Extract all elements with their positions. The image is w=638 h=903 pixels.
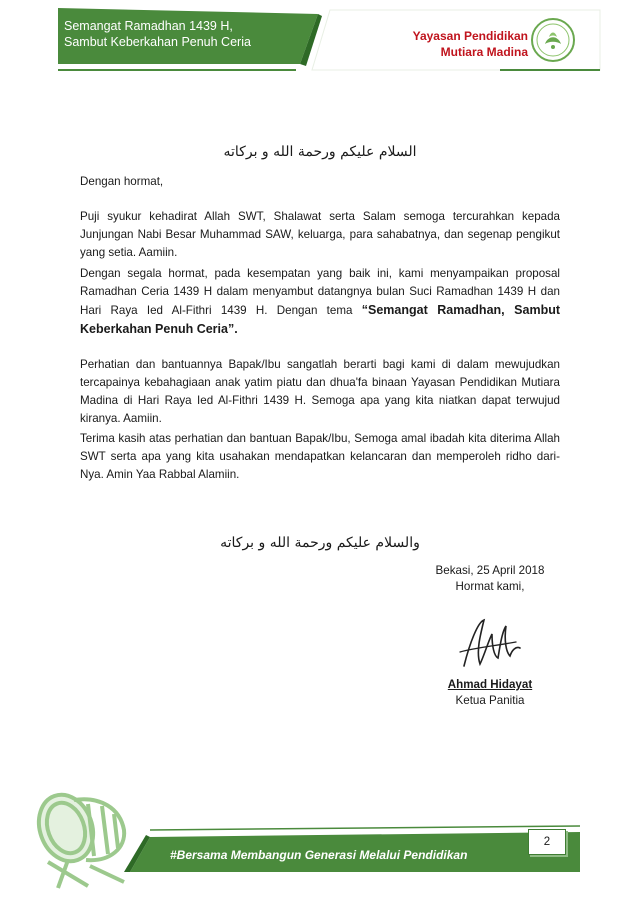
event-theme: “Semangat Ramadhan, Sambut Keberkahan Penuh Ceria”. bbox=[80, 303, 560, 336]
signatory-name: Ahmad Hidayat bbox=[447, 678, 533, 691]
paragraph-proposal-text: Dengan segala hormat, pada kesempatan yang baik ini, kami menyampaikan proposal Ramadhan Ceria 1439 H dalam menyambut datangnya bulan Suci Ramadhan 1439 H dan Hari Raya Ied Al-Fithri 1439 H. Dengan tema bbox=[80, 267, 560, 317]
organization-name bbox=[358, 28, 528, 60]
paragraph-praise: Puji syukur kehadirat Allah SWT, Shalawat serta Salam semoga tercurahkan kepada Junjungan Nabi Besar Muhammad SAW, keluarga, para sahabatnya, dan segenap pengikut yang setia. Aamiin. bbox=[80, 210, 560, 259]
greeting: Dengan hormat, bbox=[80, 175, 164, 188]
header-tagline-line1: Semangat Ramadhan 1439 H, bbox=[64, 19, 233, 33]
place-date: Bekasi, 25 April 2018 bbox=[435, 564, 545, 577]
handwritten-signature bbox=[450, 612, 530, 672]
paragraph-support: Perhatian dan bantuannya Bapak/Ibu sangatlah berarti bagi kami di dalam mewujudkan tercapainya kebahagiaan anak yatim piatu dan dhua'fa binaan Yayasan Pendidikan Mutiara Madina di Hari Raya Ied Al-Fithri 1439 H. Semoga apa yang kita niatkan dapat terwujud kiranya. Aamiin. bbox=[80, 358, 560, 425]
opening-salam: السلام عليكم ورحمة الله و بركاته bbox=[223, 144, 417, 160]
organization-name-line1: Yayasan Pendidikan bbox=[412, 29, 528, 43]
bedug-drum-icon bbox=[28, 782, 148, 892]
closing-salam: والسلام عليكم ورحمة الله و بركاته bbox=[220, 535, 420, 551]
foundation-logo-icon bbox=[530, 17, 576, 63]
organization-name-line2: Mutiara Madina bbox=[440, 45, 528, 59]
closing-phrase: Hormat kami, bbox=[455, 580, 525, 593]
page-number: 2 bbox=[528, 829, 566, 855]
paragraph-thanks: Terima kasih atas perhatian dan bantuan Bapak/Ibu, Semoga amal ibadah kita diterima Allah SWT serta apa yang kita usahakan mendapatkan kelancaran dan memperoleh ridho dari-Nya. Amin Yaa Rabbal Alamiin. bbox=[80, 432, 560, 481]
header-tagline-line2: Sambut Keberkahan Penuh Ceria bbox=[64, 35, 251, 49]
header-tagline bbox=[64, 18, 304, 50]
paragraph-proposal bbox=[80, 265, 560, 339]
signatory-role: Ketua Panitia bbox=[455, 694, 525, 707]
footer-slogan: #Bersama Membangun Generasi Melalui Pendidikan bbox=[170, 848, 468, 862]
